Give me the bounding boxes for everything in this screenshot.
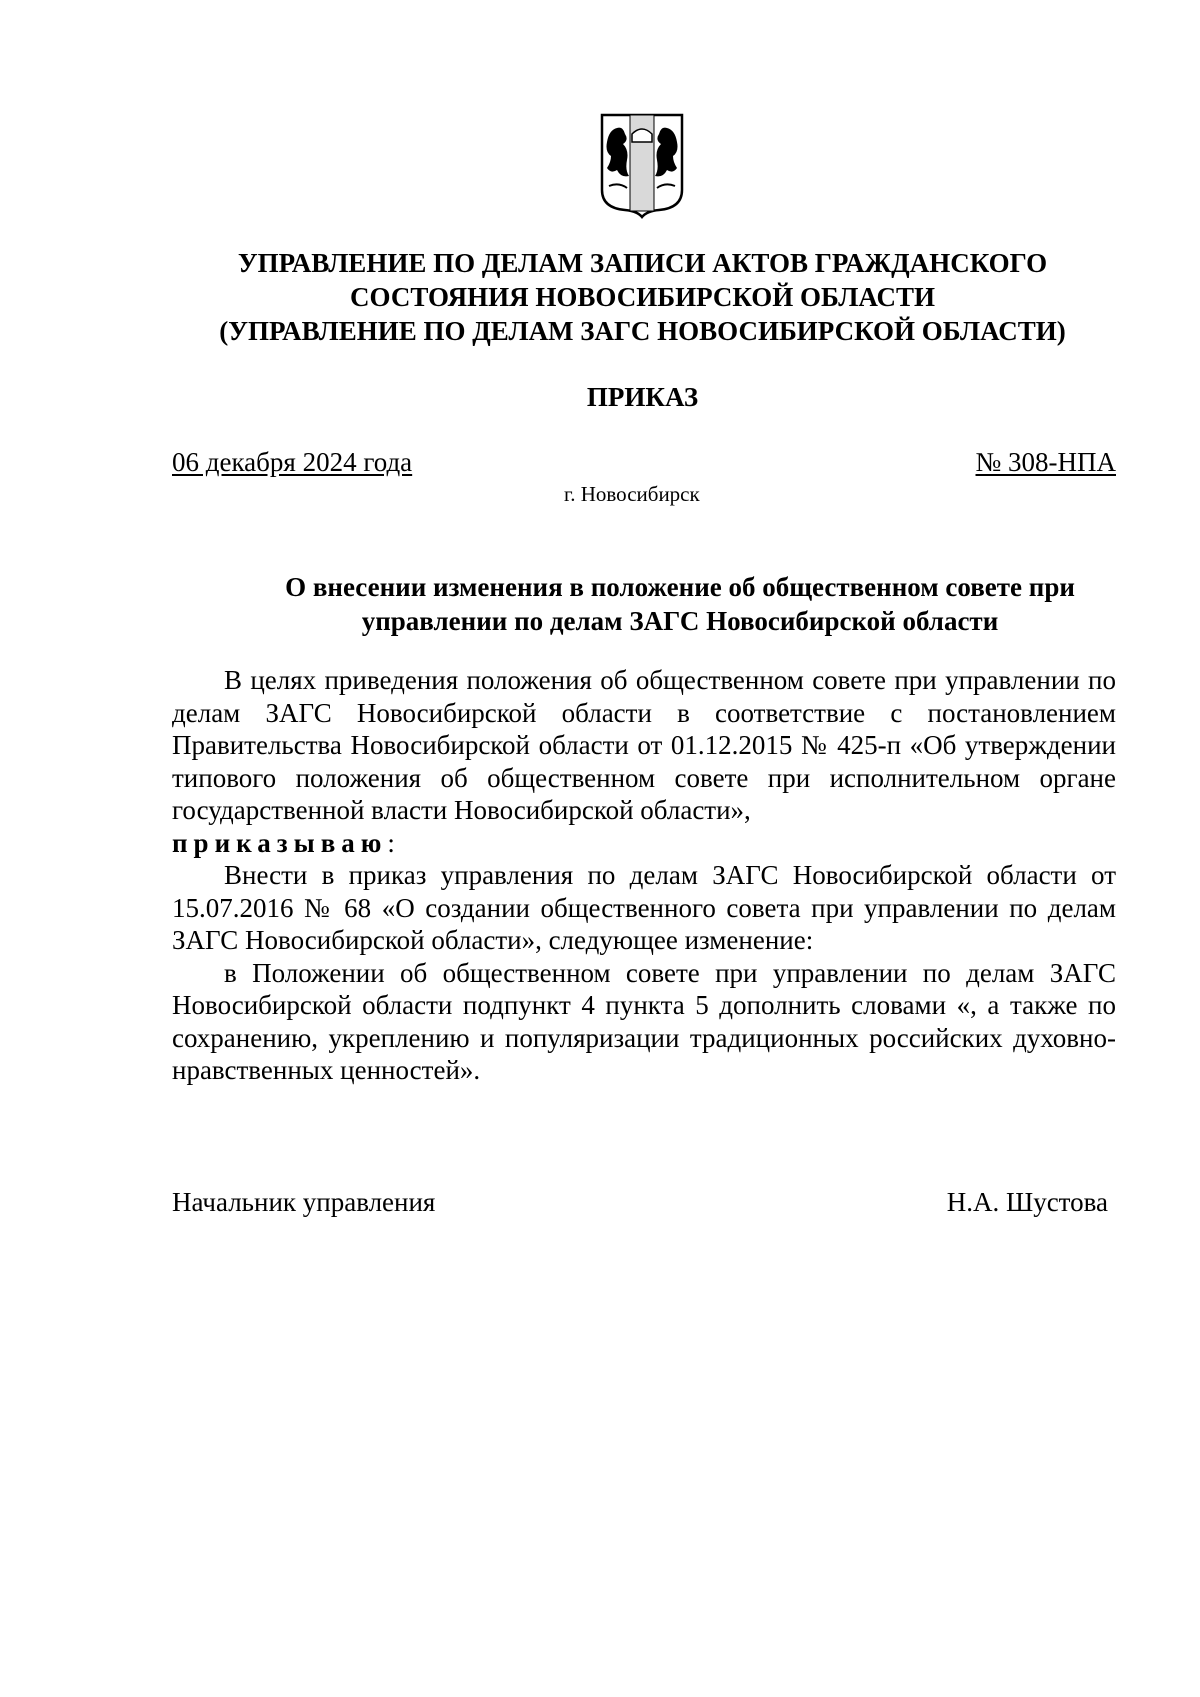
- bread-loaf: [632, 129, 652, 142]
- order-number: № 308-НПА: [975, 447, 1116, 477]
- order-subject: [230, 570, 1130, 638]
- decree-colon: :: [387, 827, 395, 858]
- directive-paragraph: Внести в приказ управления по делам ЗАГС Новосибирской области от 15.07.2016 № 68 «О создании общественного совета при управлении по делам ЗАГС Новосибирской области», следующее изменение:: [172, 860, 1116, 955]
- preamble-paragraph: В целях приведения положения об общественном совете при управлении по делам ЗАГС Новосибирской области в соответствие с постановлением Правительства Новосибирской области от 01.12.2015 № 425-п «Об утверждении типового положения об общественном совете при исполнительном органе государственной власти Новосибирской области»,: [172, 665, 1116, 825]
- order-date: 06 декабря 2024 года: [172, 447, 413, 477]
- signatory-position: Начальник управления: [172, 1187, 436, 1217]
- issuer-header: [150, 246, 1135, 348]
- order-city: г. Новосибирск: [564, 482, 700, 506]
- decree-word: приказываю: [172, 827, 388, 858]
- coat-of-arms-icon: [599, 112, 685, 219]
- subject-line-2: управлении по делам ЗАГС Новосибирской области: [361, 606, 999, 636]
- order-body: [172, 664, 1116, 1087]
- subject-line-1: О внесении изменения в положение об общественном совете при: [285, 572, 1075, 602]
- header-line-1: УПРАВЛЕНИЕ ПО ДЕЛАМ ЗАПИСИ АКТОВ ГРАЖДАНСКОГО: [237, 248, 1048, 278]
- header-line-3: (УПРАВЛЕНИЕ ПО ДЕЛАМ ЗАГС НОВОСИБИРСКОЙ ОБЛАСТИ): [219, 316, 1066, 346]
- amendment-paragraph: в Положении об общественном совете при управлении по делам ЗАГС Новосибирской области подпункт 4 пункта 5 дополнить словами «, а также по сохранению, укреплению и популяризации традиционных российских духовно-нравственных ценностей».: [172, 957, 1116, 1085]
- document-type-title: ПРИКАЗ: [586, 382, 699, 412]
- signatory-name: Н.А. Шустова: [946, 1187, 1108, 1217]
- decree-line: [172, 827, 1116, 860]
- header-line-2: СОСТОЯНИЯ НОВОСИБИРСКОЙ ОБЛАСТИ: [349, 282, 936, 312]
